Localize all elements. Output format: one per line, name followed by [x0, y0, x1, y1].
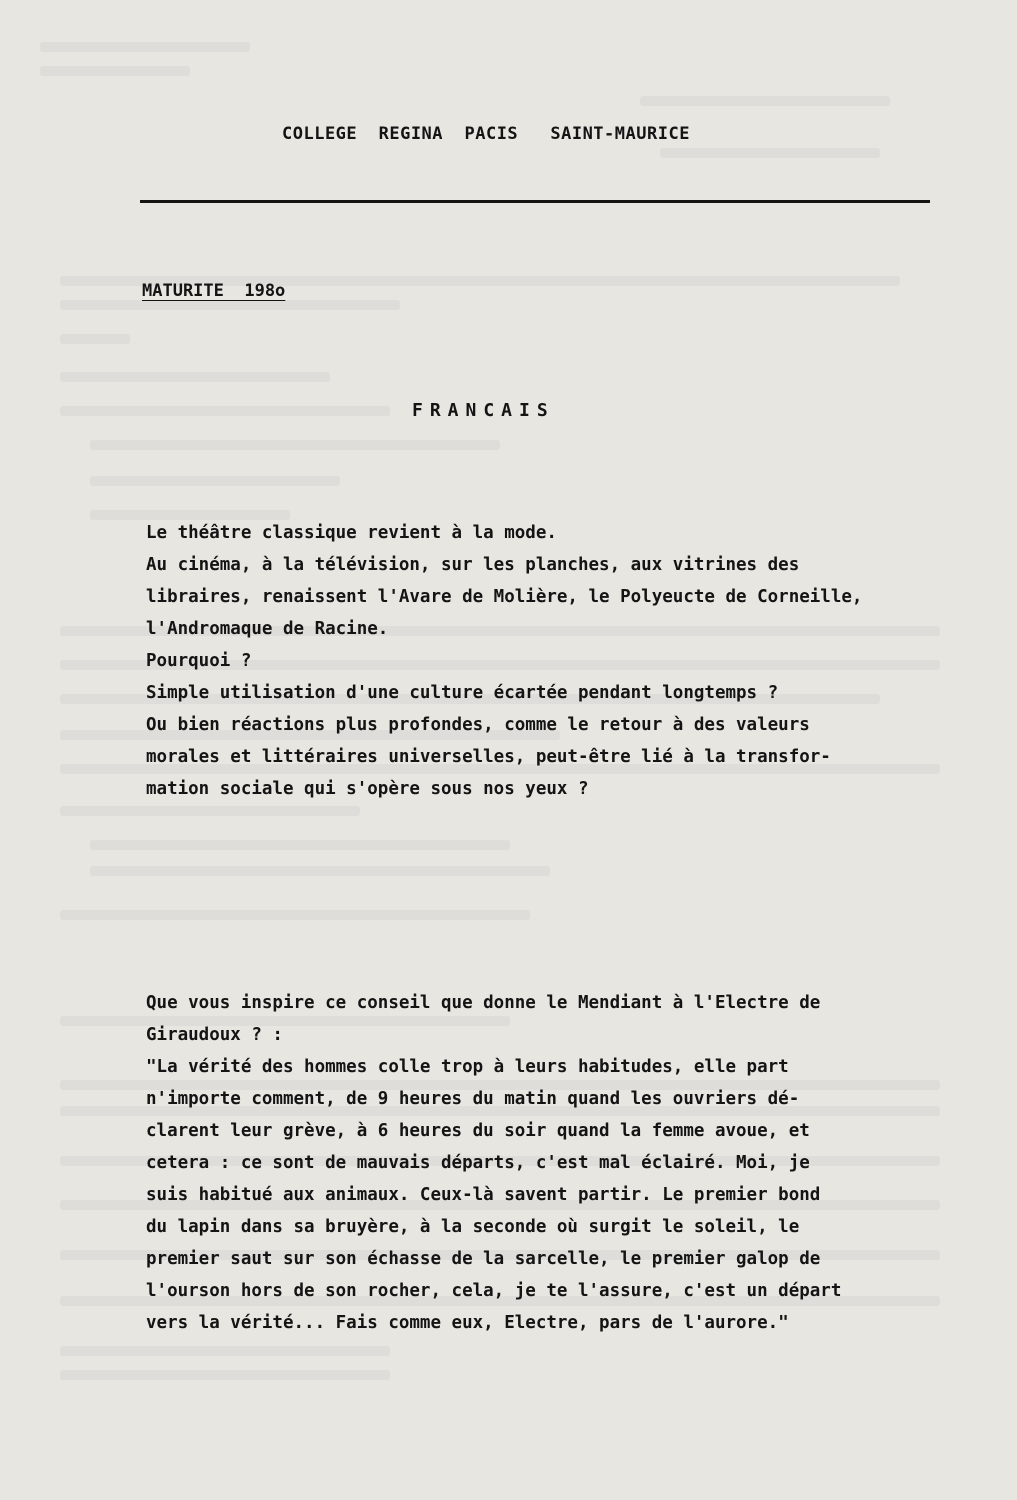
topic-2-quote-line: premier saut sur son échasse de la sarcelle, le premier galop de [146, 1249, 821, 1269]
topic-2-quote-line: l'ourson hors de son rocher, cela, je te l'assure, c'est un départ [146, 1281, 842, 1301]
topic-1-line: morales et littéraires universelles, peut-être lié à la transfor- [146, 747, 831, 767]
topic-1-line: Simple utilisation d'une culture écartée pendant longtemps ? [146, 683, 779, 703]
topic-2-quote-line: suis habitué aux animaux. Ceux-là savent partir. Le premier bond [146, 1185, 821, 1205]
topic-1 [146, 517, 946, 805]
topic-2-quote-line: du lapin dans sa bruyère, à la seconde où surgit le soleil, le [146, 1217, 800, 1237]
topic-1-line: mation sociale qui s'opère sous nos yeux ? [146, 779, 589, 799]
topic-2-quote-line: "La vérité des hommes colle trop à leurs habitudes, elle part [146, 1057, 789, 1077]
topic-1-line: l'Andromaque de Racine. [146, 619, 389, 639]
exam-title: MATURITE 198o [142, 281, 286, 301]
topic-2-quote-line: cetera : ce sont de mauvais départs, c'est mal éclairé. Moi, je [146, 1153, 810, 1173]
topic-2-line: Giraudoux ? : [146, 1025, 283, 1045]
subject-heading: FRANCAIS [412, 400, 555, 421]
topic-1-line: Au cinéma, à la télévision, sur les planches, aux vitrines des [146, 555, 800, 575]
topic-1-line: Ou bien réactions plus profondes, comme le retour à des valeurs [146, 715, 810, 735]
topic-1-line: Le théâtre classique revient à la mode. [146, 523, 557, 543]
topic-2-quote-line: vers la vérité... Fais comme eux, Electre, pars de l'aurore." [146, 1313, 789, 1333]
topic-2 [146, 987, 946, 1339]
topic-1-line: Pourquoi ? [146, 651, 252, 671]
topic-2-line: Que vous inspire ce conseil que donne le Mendiant à l'Electre de [146, 993, 821, 1013]
topic-1-line: libraires, renaissent l'Avare de Molière, le Polyeucte de Corneille, [146, 587, 863, 607]
topic-2-quote-line: n'importe comment, de 9 heures du matin quand les ouvriers dé- [146, 1089, 800, 1109]
header-divider [140, 200, 930, 203]
topic-2-quote-line: clarent leur grève, à 6 heures du soir quand la femme avoue, et [146, 1121, 810, 1141]
school-header: COLLEGE REGINA PACIS SAINT-MAURICE [282, 124, 690, 144]
